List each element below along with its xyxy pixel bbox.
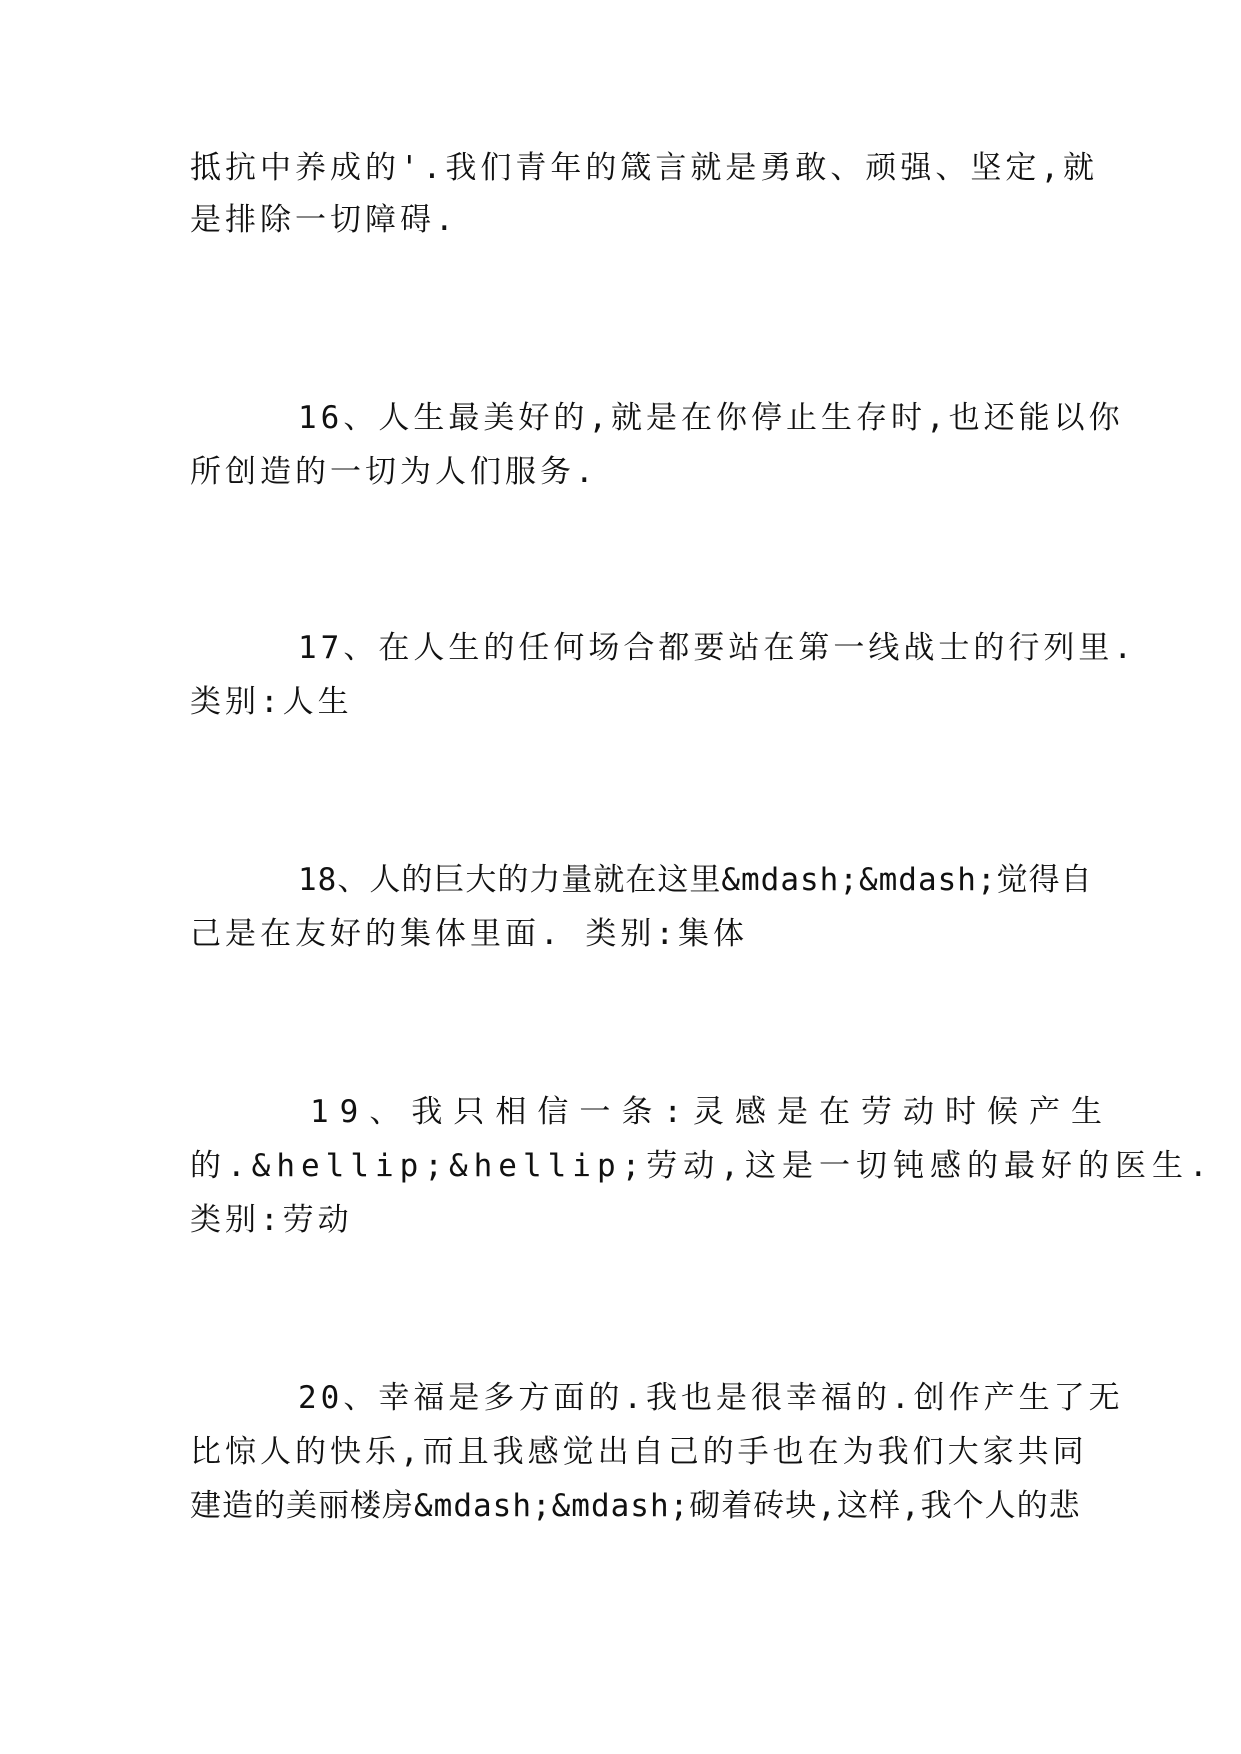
text-line: 19、我只相信一条:灵感是在劳动时候产生 — [310, 1094, 1113, 1130]
text-line: 比惊人的快乐,而且我感觉出自己的手也在为我们大家共同 — [190, 1434, 1088, 1470]
text-line: 所创造的一切为人们服务. — [190, 454, 598, 490]
text-line: 的.&hellip;&hellip;劳动,这是一切钝感的最好的医生. — [190, 1148, 1214, 1184]
text-line: 类别:人生 — [190, 684, 353, 720]
text-line: 17、在人生的任何场合都要站在第一线战士的行列里. — [298, 630, 1136, 666]
text-line: 建造的美丽楼房&mdash;&mdash;砌着砖块,这样,我个人的悲 — [190, 1488, 1081, 1524]
text-line: 己是在友好的集体里面. 类别:集体 — [190, 916, 748, 952]
text-line: 16、人生最美好的,就是在你停止生存时,也还能以你 — [298, 400, 1124, 436]
text-line: 是排除一切障碍. — [190, 202, 458, 238]
text-line: 20、幸福是多方面的.我也是很幸福的.创作产生了无 — [298, 1380, 1124, 1416]
text-line: 类别:劳动 — [190, 1202, 353, 1238]
text-line: 抵抗中养成的'.我们青年的箴言就是勇敢、顽强、坚定,就 — [190, 150, 1098, 186]
text-line: 18、人的巨大的力量就在这里&mdash;&mdash;觉得自 — [298, 862, 1093, 898]
